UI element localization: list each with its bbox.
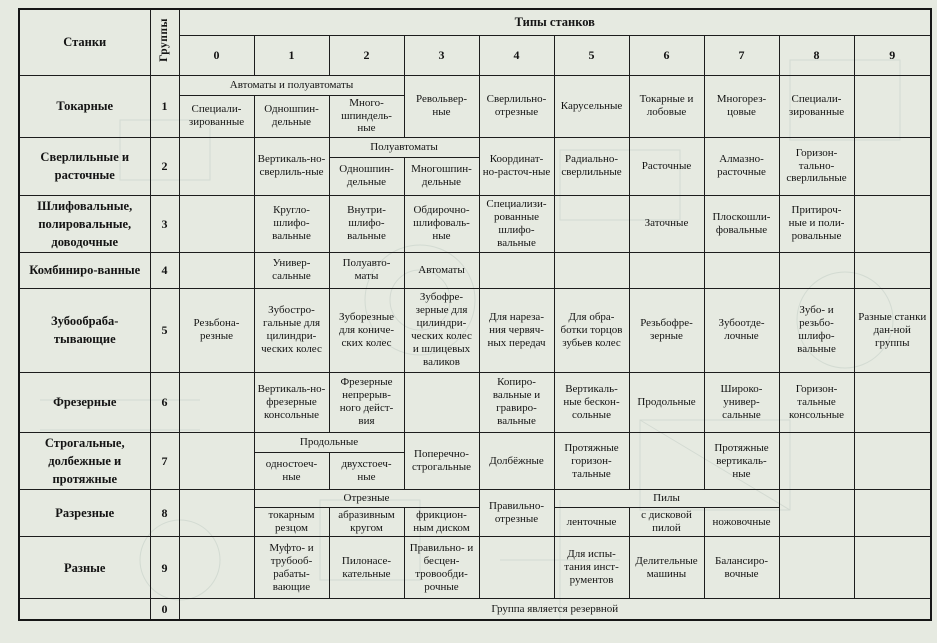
- row-name-empty: [19, 599, 150, 620]
- type-cell: Делительные машины: [629, 537, 704, 599]
- type-cell-empty: [854, 137, 931, 195]
- table-row-razreznye: [19, 490, 931, 508]
- type-cell-empty: [179, 252, 254, 288]
- type-cell: Зубоотде-лочные: [704, 288, 779, 372]
- type-cell-empty: [854, 75, 931, 137]
- type-cell: с дисковой пилой: [629, 508, 704, 537]
- type-cell-empty: [404, 372, 479, 432]
- type-col-6: 6: [629, 35, 704, 75]
- type-col-3: 3: [404, 35, 479, 75]
- type-cell: Зубо- и резьбо-шлифо-вальные: [779, 288, 854, 372]
- type-cell: Вертикаль-ные бескон-сольные: [554, 372, 629, 432]
- type-cell: Специали-зированные: [179, 95, 254, 137]
- type-cell: Зубофре-зерные для цилиндри-ческих колес и шлицевых валиков: [404, 288, 479, 372]
- type-cell: Вертикаль-но-фрезерные консольные: [254, 372, 329, 432]
- type-cell: Зуборезные для кониче-ских колес: [329, 288, 404, 372]
- type-cell: Пилонасе-кательные: [329, 537, 404, 599]
- type-cell: Протяжные вертикаль-ные: [704, 432, 779, 489]
- type-cell: Резьбофре-зерные: [629, 288, 704, 372]
- column-header-stanki: Станки: [19, 9, 150, 75]
- span-header: Отрезные: [254, 490, 479, 508]
- type-cell-empty: [179, 372, 254, 432]
- row-name: Фрезерные: [19, 372, 150, 432]
- type-cell-empty: [179, 137, 254, 195]
- type-cell: Для обра-ботки торцов зубьев колес: [554, 288, 629, 372]
- type-cell: Многорез-цовые: [704, 75, 779, 137]
- group-number: 8: [150, 490, 179, 537]
- type-cell-empty: [179, 195, 254, 252]
- row-name: Сверлильные и расточные: [19, 137, 150, 195]
- type-cell: Специализи-рованные шлифо-вальные: [479, 195, 554, 252]
- type-cell: Координат-но-расточ-ные: [479, 137, 554, 195]
- type-cell: Поперечно-строгальные: [404, 432, 479, 489]
- row-name: Разные: [19, 537, 150, 599]
- type-col-7: 7: [704, 35, 779, 75]
- type-cell: Муфто- и трубооб-рабаты-вающие: [254, 537, 329, 599]
- type-cell-empty: [704, 252, 779, 288]
- type-cell: Много-шпиндель-ные: [329, 95, 404, 137]
- group-number: 4: [150, 252, 179, 288]
- type-col-1: 1: [254, 35, 329, 75]
- table-row-sverlilnye: [19, 137, 931, 157]
- type-col-4: 4: [479, 35, 554, 75]
- type-cell: фрикцион-ным диском: [404, 508, 479, 537]
- type-cell-empty: [629, 252, 704, 288]
- table-row-strogalnye: [19, 432, 931, 452]
- type-cell: Радиально-сверлильные: [554, 137, 629, 195]
- group-number: 1: [150, 75, 179, 137]
- type-cell: Специали-зированные: [779, 75, 854, 137]
- type-cell-empty: [779, 432, 854, 489]
- type-cell: токарным резцом: [254, 508, 329, 537]
- type-cell: Обдирочно-шлифоваль-ные: [404, 195, 479, 252]
- type-cell: Правильно- и бесцен-тровообди-рочные: [404, 537, 479, 599]
- type-cell: Карусельные: [554, 75, 629, 137]
- table-row-raznye: [19, 537, 931, 599]
- table-row-reserve: [19, 599, 931, 620]
- type-col-8: 8: [779, 35, 854, 75]
- type-cell: Широко-универ-сальные: [704, 372, 779, 432]
- group-number: 9: [150, 537, 179, 599]
- column-header-gruppy: [150, 9, 179, 75]
- table-row-tokarnye: [19, 75, 931, 95]
- type-cell: Горизон-тально-сверлильные: [779, 137, 854, 195]
- type-cell-empty: [554, 195, 629, 252]
- type-cell-empty: [779, 490, 854, 537]
- type-col-0: 0: [179, 35, 254, 75]
- group-number: 2: [150, 137, 179, 195]
- type-cell: Заточные: [629, 195, 704, 252]
- type-cell-empty: [854, 490, 931, 537]
- span-header: Продольные: [254, 432, 404, 452]
- type-cell: Алмазно-расточные: [704, 137, 779, 195]
- type-cell: Внутри-шлифо-вальные: [329, 195, 404, 252]
- type-cell: Многошпин-дельные: [404, 157, 479, 195]
- type-cell: Автоматы: [404, 252, 479, 288]
- type-cell-empty: [479, 252, 554, 288]
- span-header: Пилы: [554, 490, 779, 508]
- type-cell: одностоеч-ные: [254, 453, 329, 490]
- row-name: Зубообраба-тывающие: [19, 288, 150, 372]
- type-cell: Зубостро-гальные для цилиндри-ческих колес: [254, 288, 329, 372]
- table-row-frezernye: [19, 372, 931, 432]
- type-cell: Вертикаль-но-сверлиль-ные: [254, 137, 329, 195]
- span-header: Автоматы и полуавтоматы: [179, 75, 404, 95]
- table-row-kombinirovannye: [19, 252, 931, 288]
- type-cell: Протяжные горизон-тальные: [554, 432, 629, 489]
- type-cell: ленточные: [554, 508, 629, 537]
- type-cell: абразивным кругом: [329, 508, 404, 537]
- group-number: 6: [150, 372, 179, 432]
- group-number: 7: [150, 432, 179, 489]
- type-cell: Разные станки дан-ной группы: [854, 288, 931, 372]
- type-cell-empty: [179, 432, 254, 489]
- type-cell: Токарные и лобовые: [629, 75, 704, 137]
- group-number: 0: [150, 599, 179, 620]
- type-cell: Одношпин-дельные: [329, 157, 404, 195]
- type-cell: Резьбона-резные: [179, 288, 254, 372]
- type-cell: Фрезерные непрерыв-ного дейст-вия: [329, 372, 404, 432]
- type-cell: Плоскошли-фовальные: [704, 195, 779, 252]
- row-name: Строгальные, долбежные и протяжные: [19, 432, 150, 489]
- type-cell-empty: [854, 432, 931, 489]
- type-cell-empty: [629, 432, 704, 489]
- type-cell: Одношпин-дельные: [254, 95, 329, 137]
- table-row-shlifovalnye: [19, 195, 931, 252]
- type-cell: Универ-сальные: [254, 252, 329, 288]
- type-cell-empty: [779, 252, 854, 288]
- type-cell: Расточные: [629, 137, 704, 195]
- row-name: Разрезные: [19, 490, 150, 537]
- type-cell: Полуавто-маты: [329, 252, 404, 288]
- type-cell: Правильно-отрезные: [479, 490, 554, 537]
- group-number: 3: [150, 195, 179, 252]
- type-cell-empty: [179, 490, 254, 537]
- type-col-5: 5: [554, 35, 629, 75]
- type-cell-empty: [554, 252, 629, 288]
- column-header-tipy-stankov: Типы станков: [179, 9, 931, 35]
- type-cell: Кругло-шлифо-вальные: [254, 195, 329, 252]
- type-cell-empty: [179, 537, 254, 599]
- type-cell: Сверлильно-отрезные: [479, 75, 554, 137]
- type-cell-empty: [779, 537, 854, 599]
- machine-tools-classification-table: [18, 8, 932, 621]
- type-cell: Горизон-тальные консольные: [779, 372, 854, 432]
- span-header: Полуавтоматы: [329, 137, 479, 157]
- type-cell-empty: [479, 537, 554, 599]
- type-cell: Долбёжные: [479, 432, 554, 489]
- table-row-zuboobrabatyvayushchie: [19, 288, 931, 372]
- table-header: [19, 9, 931, 75]
- type-cell-empty: [854, 372, 931, 432]
- row-name: Шлифовальные, полировальные, доводочные: [19, 195, 150, 252]
- type-cell-empty: [854, 252, 931, 288]
- type-cell: двухстоеч-ные: [329, 453, 404, 490]
- group-number: 5: [150, 288, 179, 372]
- row-name: Токарные: [19, 75, 150, 137]
- type-col-9: 9: [854, 35, 931, 75]
- type-cell-empty: [854, 537, 931, 599]
- type-cell: Копиро-вальные и гравиро-вальные: [479, 372, 554, 432]
- column-header-gruppy-label: Группы: [157, 18, 170, 63]
- type-cell: ножовочные: [704, 508, 779, 537]
- type-cell: Притироч-ные и поли-ровальные: [779, 195, 854, 252]
- reserve-note: Группа является резервной: [179, 599, 931, 620]
- row-name: Комбиниро-ванные: [19, 252, 150, 288]
- type-cell: Продольные: [629, 372, 704, 432]
- type-cell: Для испы-тания инст-рументов: [554, 537, 629, 599]
- type-col-2: 2: [329, 35, 404, 75]
- type-cell-empty: [854, 195, 931, 252]
- type-cell: Для нареза-ния червяч-ных передач: [479, 288, 554, 372]
- type-cell: Балансиро-вочные: [704, 537, 779, 599]
- type-cell: Револьвер-ные: [404, 75, 479, 137]
